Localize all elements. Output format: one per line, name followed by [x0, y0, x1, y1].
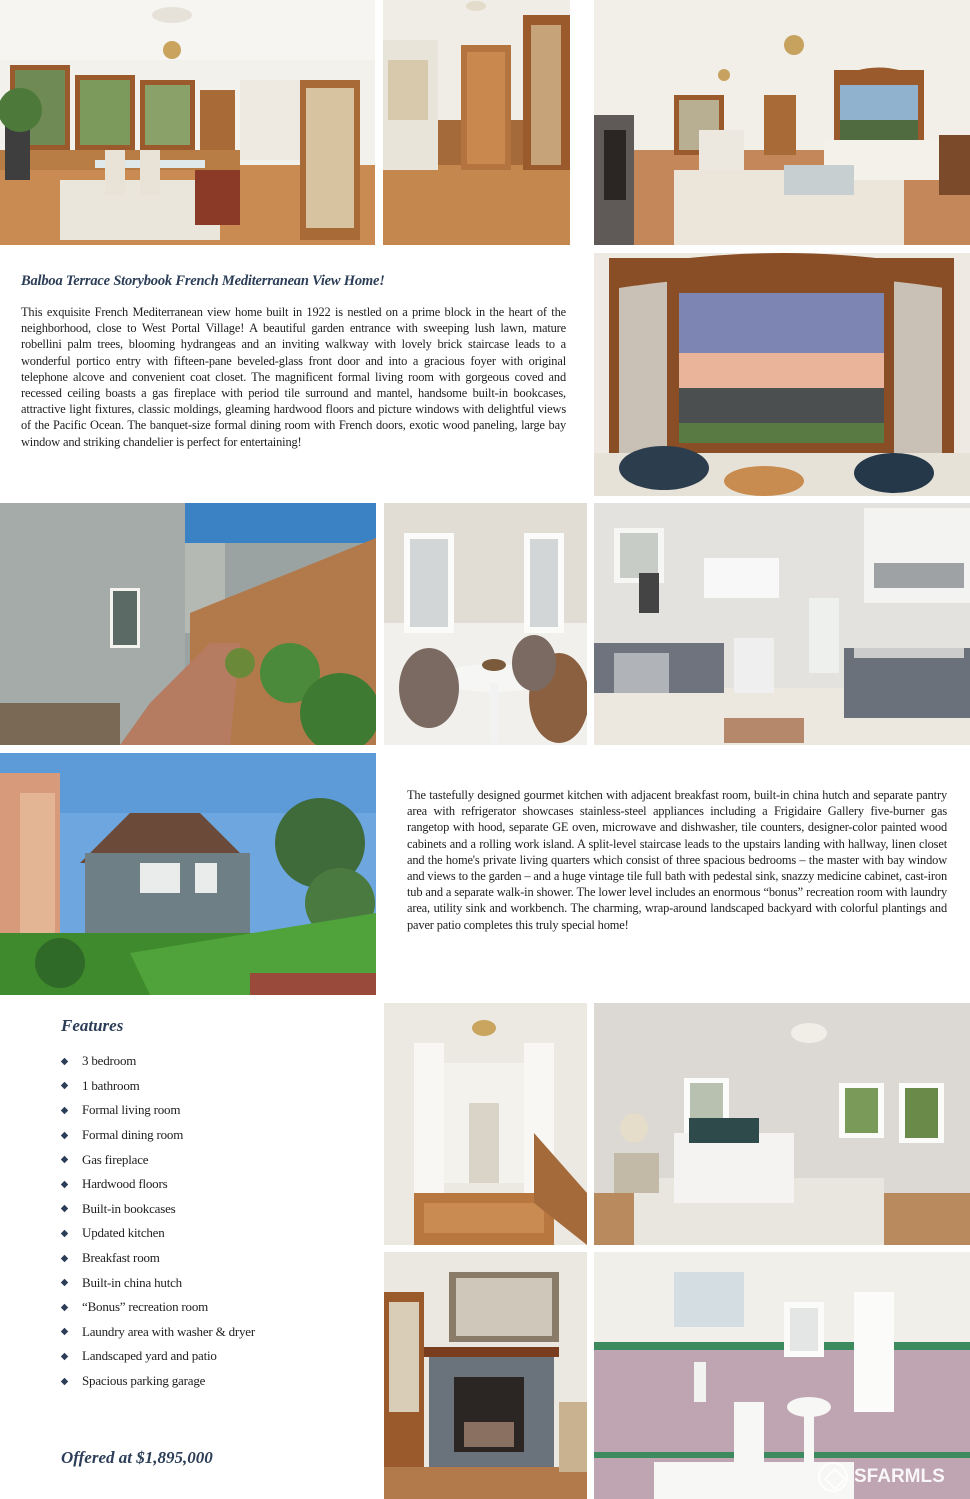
feature-item: Formal living room — [60, 1098, 255, 1123]
diamond-bullet-icon — [60, 1303, 69, 1312]
diamond-bullet-icon — [60, 1106, 69, 1115]
foyer-photo — [383, 0, 570, 245]
feature-item: Updated kitchen — [60, 1221, 255, 1246]
feature-item: Gas fireplace — [60, 1147, 255, 1172]
features-title: Features — [61, 1016, 124, 1035]
exterior-front-photo — [0, 753, 376, 995]
breakfast-room-photo — [384, 503, 587, 745]
side-yard-photo — [0, 503, 376, 745]
diamond-bullet-icon — [60, 1278, 69, 1287]
diamond-bullet-icon — [60, 1057, 69, 1066]
diamond-bullet-icon — [60, 1377, 69, 1386]
feature-item: 1 bathroom — [60, 1074, 255, 1099]
feature-item: Hardwood floors — [60, 1172, 255, 1197]
diamond-bullet-icon — [60, 1352, 69, 1361]
diamond-bullet-icon — [60, 1327, 69, 1336]
listing-price: Offered at $1,895,000 — [61, 1448, 213, 1467]
sfarmls-logo-icon — [818, 1462, 848, 1492]
fireplace-photo — [384, 1252, 587, 1499]
feature-item: Formal dining room — [60, 1123, 255, 1148]
diamond-bullet-icon — [60, 1229, 69, 1238]
feature-item: “Bonus” recreation room — [60, 1295, 255, 1320]
feature-item: Landscaped yard and patio — [60, 1344, 255, 1369]
kitchen-photo — [594, 503, 970, 745]
hallway-photo — [384, 1003, 587, 1245]
diamond-bullet-icon — [60, 1131, 69, 1140]
diamond-bullet-icon — [60, 1204, 69, 1213]
intro-paragraph: This exquisite French Mediterranean view home built in 1922 is nestled on a prime block in the heart of the neighborhood, close to West Portal Village! A beautiful garden entrance with sweeping lush lawn, mature robellini palm trees, blooming hydrangeas and an inviting walkway with lovely brick staircase leads to a wonderful portico entry with fifteen-pane beveled-glass front door and into a gracious foyer with original telephone alcove and convenient coat closet. The magnificent formal living room with gorgeous coved and recessed ceiling boasts a gas fireplace with period tile surround and mantel, handsome built-in bookcases, attractive light fixtures, classic moldings, gleaming hardwood floors and picture windows with delightful views of the Pacific Ocean. The banquet-size formal dining room with French doors, exotic wood paneling, large bay window and striking chandelier is perfect for entertaining! — [21, 305, 566, 449]
kitchen-paragraph: The tastefully designed gourmet kitchen with adjacent breakfast room, built-in china hutch and separate pantry area with refrigerator showcases stainless-steel appliances including a Frigidaire Gallery five-burner gas rangetop with hood, separate GE oven, microwave and dishwasher, tile counters, designer-color painted wood cabinets and a rolling work island. A split-level staircase leads to the upstairs landing with hallway, linen closet and the home's private living quarters which consist of three spacious bedrooms – the master with bay window and views to the garden – and a huge vintage tile full bath with pedestal sink, snazzy medicine cabinet, cast-iron tub and a separate walk-in shower. The lower level includes an enormous “bonus” recreation room with laundry area, utility sink and workbench. The charming, wrap-around landscaped backyard with colorful plantings and paver patio completes this truly special home! — [407, 788, 947, 932]
listing-headline: Balboa Terrace Storybook French Mediterranean View Home! — [21, 273, 385, 289]
master-bedroom-photo — [594, 1003, 970, 1245]
dining-room-photo — [0, 0, 375, 245]
diamond-bullet-icon — [60, 1254, 69, 1263]
diamond-bullet-icon — [60, 1155, 69, 1164]
ocean-view-window-photo — [594, 253, 970, 496]
living-room-photo — [594, 0, 970, 245]
feature-item: Spacious parking garage — [60, 1369, 255, 1394]
feature-item: 3 bedroom — [60, 1049, 255, 1074]
diamond-bullet-icon — [60, 1180, 69, 1189]
sfarmls-watermark: SFARMLS — [818, 1459, 968, 1495]
diamond-bullet-icon — [60, 1081, 69, 1090]
feature-item: Built-in bookcases — [60, 1197, 255, 1222]
feature-item: Breakfast room — [60, 1246, 255, 1271]
feature-item: Laundry area with washer & dryer — [60, 1320, 255, 1345]
features-list — [60, 1049, 255, 1393]
feature-item: Built-in china hutch — [60, 1270, 255, 1295]
